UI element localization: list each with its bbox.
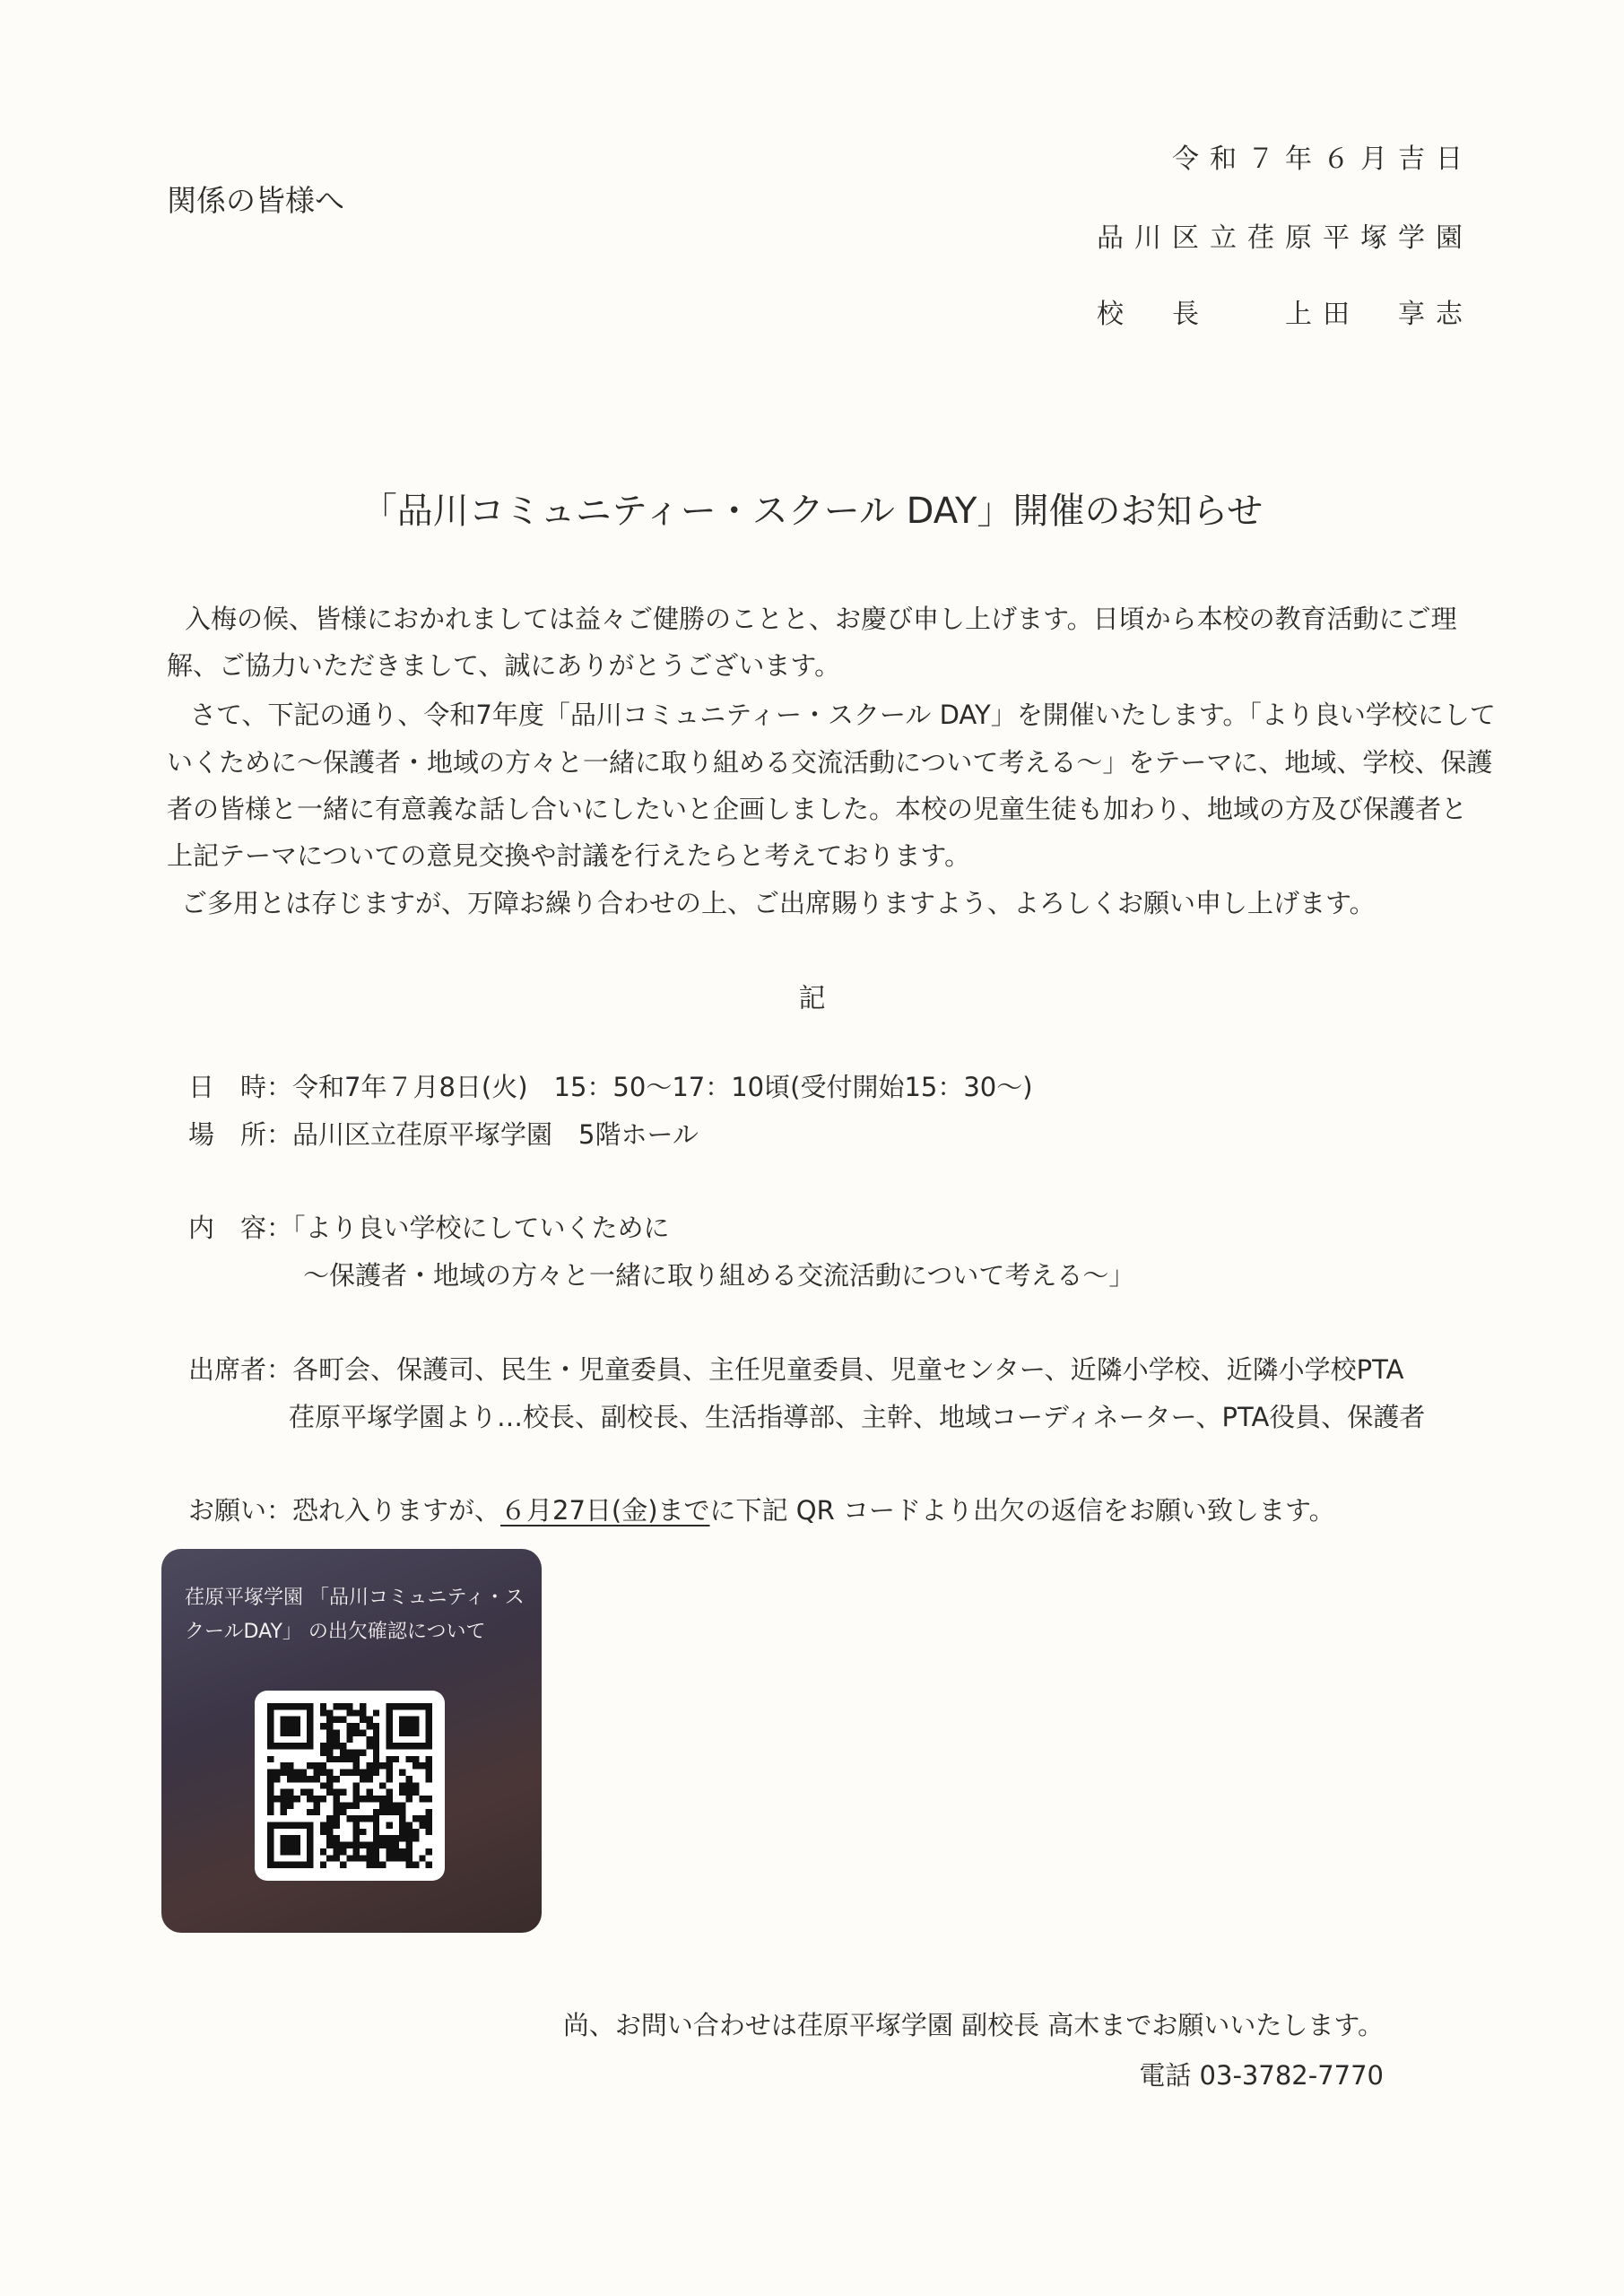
event-content-subtitle: ～保護者・地域の方々と一緒に取り組める交流活動について考える～」 [303,1260,1135,1291]
body-line: 入梅の候、皆様におかれましては益々ご健勝のことと、お慶び申し上げます。日頃から本校の教育活動にご理 [185,604,1457,634]
body-line: 者の皆様と一緒に有意義な話し合いにしたいと企画しました。本校の児童生徒も加わり、地域の方及び保護者と [167,794,1468,824]
event-datetime: 日 時：令和7年７月8日(火) 15：50～17：10頃(受付開始15：30～) [188,1072,1033,1102]
rsvp-deadline: ６月27日(金)まで [500,1495,710,1526]
issue-date: 令和７年６月吉日 [1172,144,1473,175]
principal-name: 校 長 上田 享志 [1097,299,1473,330]
qr-caption: 荏原平塚学園 「品川コミュニティ・スクールDAY」 の出欠確認について [185,1587,525,1643]
addressee: 関係の皆様へ [167,183,344,218]
ki-heading: 記 [798,983,826,1014]
event-attendees: 出席者：各町会、保護司、民生・児童委員、主任児童委員、児童センター、近隣小学校、近隣小学校PTA [188,1354,1404,1385]
qr-code-frame[interactable] [255,1691,445,1881]
body-line: さて、下記の通り、令和7年度「品川コミュニティー・スクール DAY」を開催いたします。「より良い学校にして [190,700,1496,730]
contact-note: 尚、お問い合わせは荏原平塚学園 副校長 高木までお願いいたします。 [562,2010,1384,2040]
rsvp-request [188,1491,1335,1527]
body-line: 解、ご協力いただきまして、誠にありがとうございます。 [167,650,841,681]
rsvp-request-suffix: に下記 QR コードより出欠の返信をお願い致します。 [709,1495,1335,1526]
rsvp-request-prefix: お願い：恐れ入りますが、 [188,1495,501,1526]
event-place: 場 所：品川区立荏原平塚学園 5階ホール [188,1119,699,1150]
school-name: 品川区立荏原平塚学園 [1097,222,1473,254]
event-attendees-school: 荏原平塚学園より…校長、副校長、生活指導部、主幹、地域コーディネーター、PTA役員、保護者 [289,1402,1426,1432]
body-line: ご多用とは存じますが、万障お繰り合わせの上、ご出席賜りますよう、よろしくお願い申し上げます。 [181,888,1376,918]
body-line: 上記テーマについての意見交換や討議を行えたらと考えております。 [167,840,971,871]
body-line: いくために～保護者・地域の方々と一緒に取り組める交流活動について考える～」をテーマに、地域、学校、保護 [167,747,1493,778]
qr-card [161,1549,542,1933]
page-title: 「品川コミュニティー・スクール DAY」開催のお知らせ [360,491,1264,532]
event-content: 内 容：「より良い学校にしていくために [188,1213,670,1243]
qr-code-icon[interactable] [267,1703,432,1868]
contact-phone: 電話 03-3782-7770 [1139,2060,1384,2091]
